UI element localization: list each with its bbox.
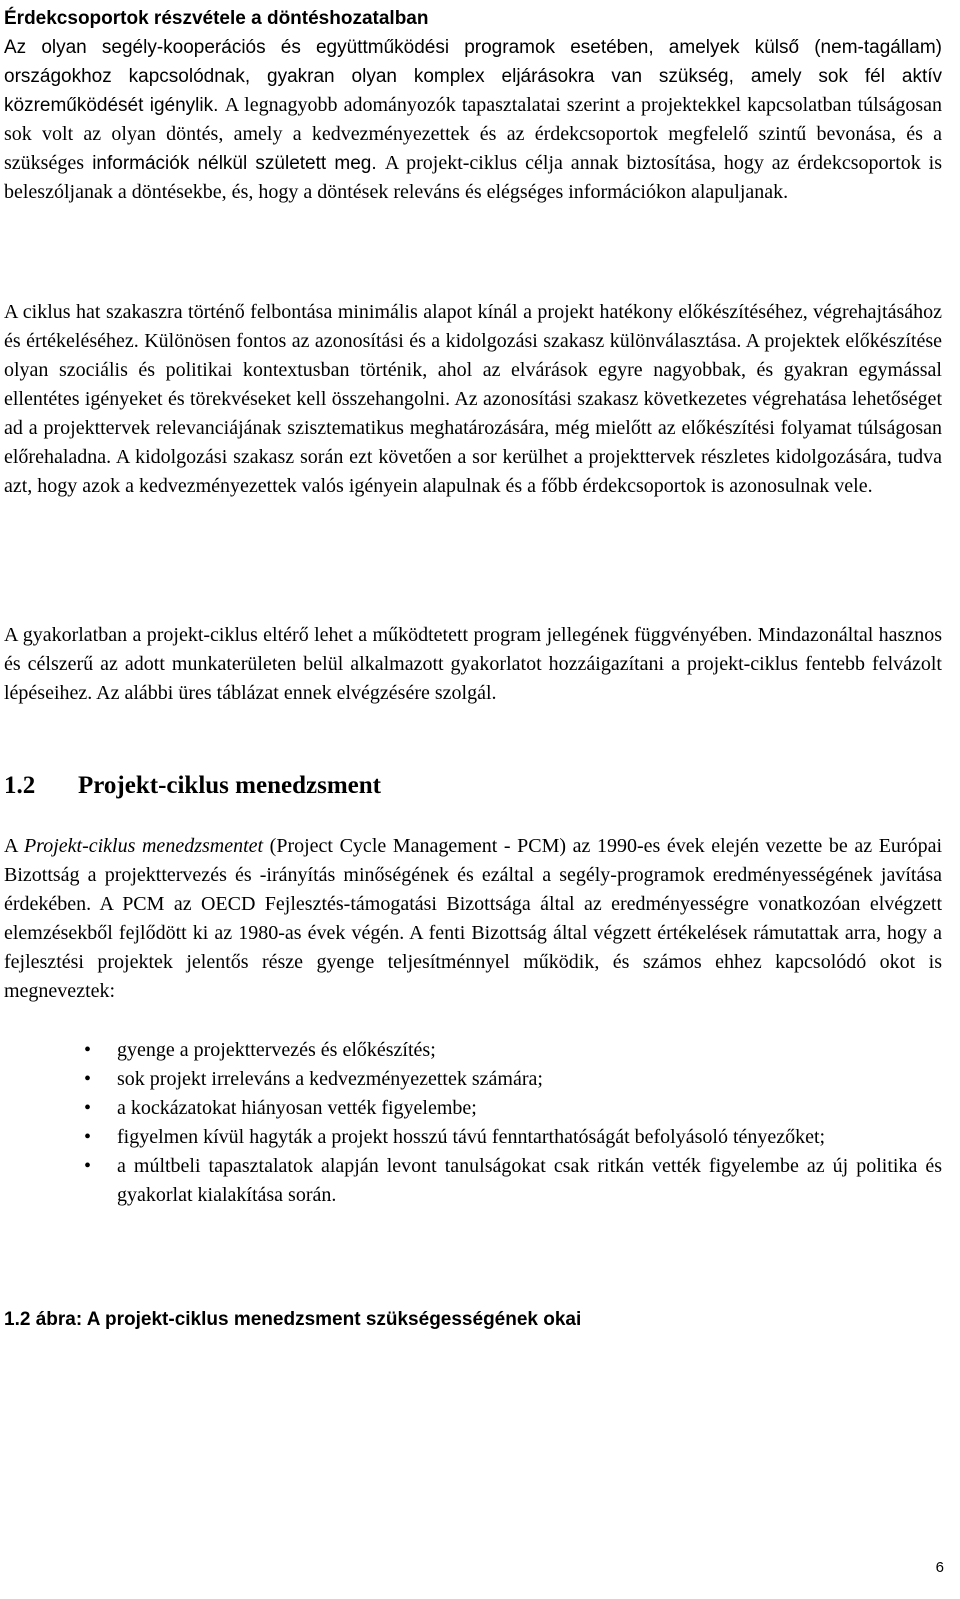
paragraph-text: Az olyan segély-kooperációs és együttműködési programok esetében, amelyek külső (nem-tagállam) országokhoz kapcsolódnak, gyakran olyan komplex eljárásokra van szükség, amely sok fél aktív közreműködését igénylik. (4, 37, 942, 116)
paragraph-rest: (Project Cycle Management - PCM) az 1990-es évek elején vezette be az Európai Bizottság a projekttervezés és -irányítás minőségének és ezáltal a segély-programok eredményességének javítása érdekében. A PCM az OECD Fejlesztés-támogatási Bizottsága által az eredményességre vonatkozóan elvégzett elemzésekből fejlődött ki az 1980-as évek végén. A fenti Bizottság által végzett értékelések rámutattak arra, hogy a fejlesztési projektek jelentős része gyenge teljesítménnyel működik, és számos ehhez kapcsolódó okot is megneveztek: (4, 835, 942, 1002)
heading-title: Projekt-ciklus menedzsment (78, 772, 381, 799)
paragraph-text: információk nélkül született meg. (92, 153, 377, 174)
list-item (4, 1152, 942, 1210)
page-number: 6 (935, 1559, 944, 1576)
bullet-icon: • (84, 1068, 92, 1090)
paragraph-pcm-intro (4, 832, 942, 1006)
heading-number: 1.2 (4, 772, 36, 799)
section-heading-1-2 (4, 769, 381, 803)
list-item-text: a kockázatokat hiányosan vették figyelembe; (117, 1097, 477, 1119)
list-item (4, 1094, 942, 1123)
paragraph-prefix: A (4, 835, 24, 857)
bullet-icon: • (84, 1039, 92, 1061)
bullet-icon: • (84, 1155, 92, 1177)
stakeholder-section (4, 4, 942, 207)
list-item (4, 1036, 942, 1065)
list-item-text: sok projekt irreleváns a kedvezményezettek számára; (117, 1068, 543, 1090)
problem-list (4, 1036, 942, 1210)
paragraph-practice: A gyakorlatban a projekt-ciklus eltérő lehet a működtetett program jellegének függvényében. Mindazonáltal hasznos és célszerű az adott munkaterületen belül alkalmazott gyakorlatot hozzáigazítani a projekt-ciklus fentebb felvázolt lépéseihez. Az alábbi üres táblázat ennek elvégzésére szolgál. (4, 624, 942, 704)
list-item (4, 1123, 942, 1152)
figure-caption: 1.2 ábra: A projekt-ciklus menedzsment szükségességének okai (4, 1309, 582, 1330)
list-item-text: figyelmen kívül hagyták a projekt hosszú távú fenntarthatóságát befolyásoló tényezőket; (117, 1126, 826, 1148)
italic-term: Projekt-ciklus menedzsmentet (23, 835, 264, 857)
paragraph-text: A projekt-ciklus célja annak biztosítása, hogy az érdekcsoportok is beleszóljanak a döntésekbe, és, hogy a döntések releváns és elégséges információkon alapuljanak. (4, 152, 943, 203)
list-item-text: a múltbeli tapasztalatok alapján levont tanulságokat csak ritkán vették figyelembe az új politika és gyakorlat kialakítása során. (117, 1155, 942, 1206)
list-item-text: gyenge a projekttervezés és előkészítés; (117, 1039, 436, 1061)
section-heading: Érdekcsoportok részvétele a döntéshozatalban (4, 8, 429, 29)
list-item (4, 1065, 942, 1094)
bullet-icon: • (84, 1097, 92, 1119)
bullet-icon: • (84, 1126, 92, 1148)
paragraph-text: A legnagyobb adományozók tapasztalatai szerint a projektekkel kapcsolatban túlságosan sok volt az olyan döntés, amely a kedvezményezettek és az érdekcsoportok megfelelő szintű bevonása, és a szükséges (4, 94, 943, 174)
paragraph-cycle-phases: A ciklus hat szakaszra történő felbontása minimális alapot kínál a projekt hatékony előkészítéséhez, végrehajtásához és értékeléséhez. Különösen fontos az azonosítási és a kidolgozási szakasz különválasztása. A projektek előkészítése olyan szociális és politikai kontextusban történik, ahol az elvárások egyre nagyobbak, és gyakran egymással ellentétes igényeket és törekvéseket kell összehangolni. Az azonosítási szakasz következetes végrehatása lehetőséget ad a projekttervek relevanciájának szisztematikus meghatározására, még mielőtt az előkészítési folyamat túlságosan előrehaladna. A kidolgozási szakasz során ezt követően a sor kerülhet a projekttervek részletes kidolgozására, tudva azt, hogy azok a kedvezményezettek valós igényein alapulnak és a főbb érdekcsoportok is azonosulnak vele. (4, 301, 942, 497)
